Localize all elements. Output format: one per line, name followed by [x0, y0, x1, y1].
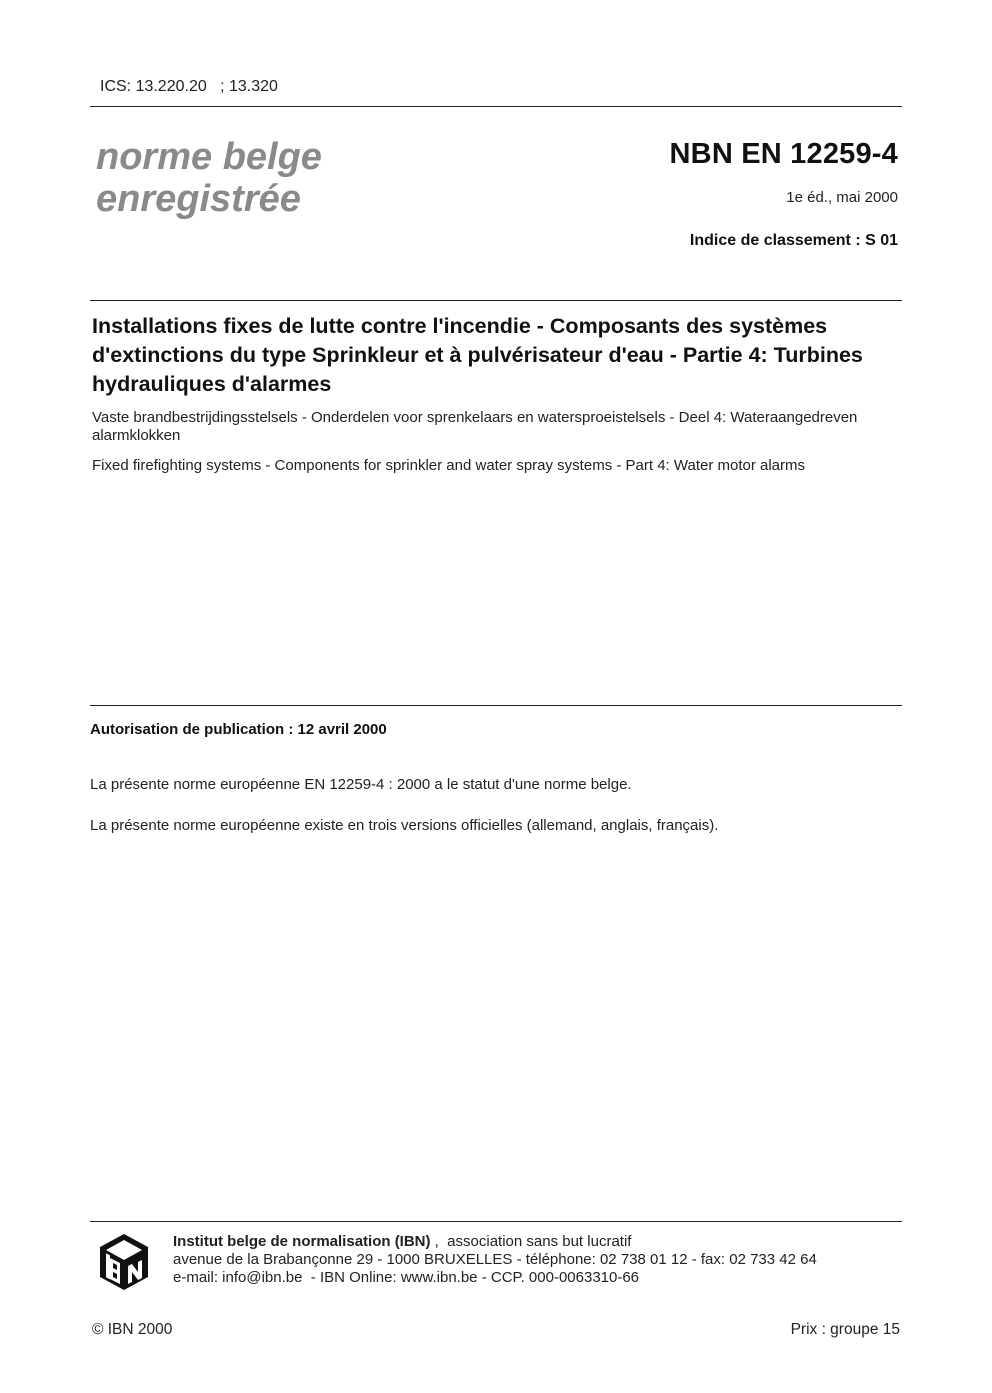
footer-address-line: avenue de la Brabançonne 29 - 1000 BRUXELLES - téléphone: 02 738 01 12 - fax: 02 733 42 64 [173, 1251, 817, 1268]
title-french: Installations fixes de lutte contre l'incendie - Composants des systèmes d'extinctions du type Sprinkleur et à pulvérisateur d'eau - Partie 4: Turbines hydrauliques d'alarmes [92, 314, 863, 396]
brand-title [96, 136, 322, 220]
brand-line-1: norme belge [96, 136, 322, 178]
organization-name: Institut belge de normalisation (IBN) [173, 1233, 431, 1250]
title-dutch: Vaste brandbestrijdingsstelsels - Onderdelen voor sprenkelaars en watersproeistelsels - Deel 4: Wateraangedreven alarmklokken [92, 409, 858, 444]
price-group: Prix : groupe 15 [790, 1321, 900, 1338]
edition-date: 1e éd., mai 2000 [786, 189, 898, 206]
ics-code: ICS: 13.220.20 ; 13.320 [100, 78, 278, 95]
footer-divider [90, 1221, 902, 1222]
title-english: Fixed firefighting systems - Components for sprinkler and water spray systems - Part 4: Water motor alarms [92, 457, 806, 474]
status-paragraph: La présente norme européenne EN 12259-4 : 2000 a le statut d'une norme belge. [90, 776, 632, 793]
body-divider [90, 705, 902, 706]
footer-address-block [173, 1233, 817, 1287]
footer-organization-line [173, 1233, 817, 1251]
footer-contact-line: e-mail: info@ibn.be - IBN Online: www.ibn.be - CCP. 000-0063310-66 [173, 1269, 640, 1286]
versions-paragraph: La présente norme européenne existe en trois versions officielles (allemand, anglais, français). [90, 817, 719, 834]
header-divider [90, 106, 902, 107]
organization-suffix: , association sans but lucratif [430, 1233, 632, 1250]
standard-number: NBN EN 12259-4 [669, 138, 898, 170]
title-divider [90, 300, 902, 301]
copyright: © IBN 2000 [92, 1321, 173, 1338]
publication-authorization: Autorisation de publication : 12 avril 2000 [90, 721, 387, 738]
classification-index: Indice de classement : S 01 [689, 232, 898, 249]
brand-line-2: enregistrée [96, 178, 301, 220]
ibn-logo-icon [98, 1232, 150, 1292]
